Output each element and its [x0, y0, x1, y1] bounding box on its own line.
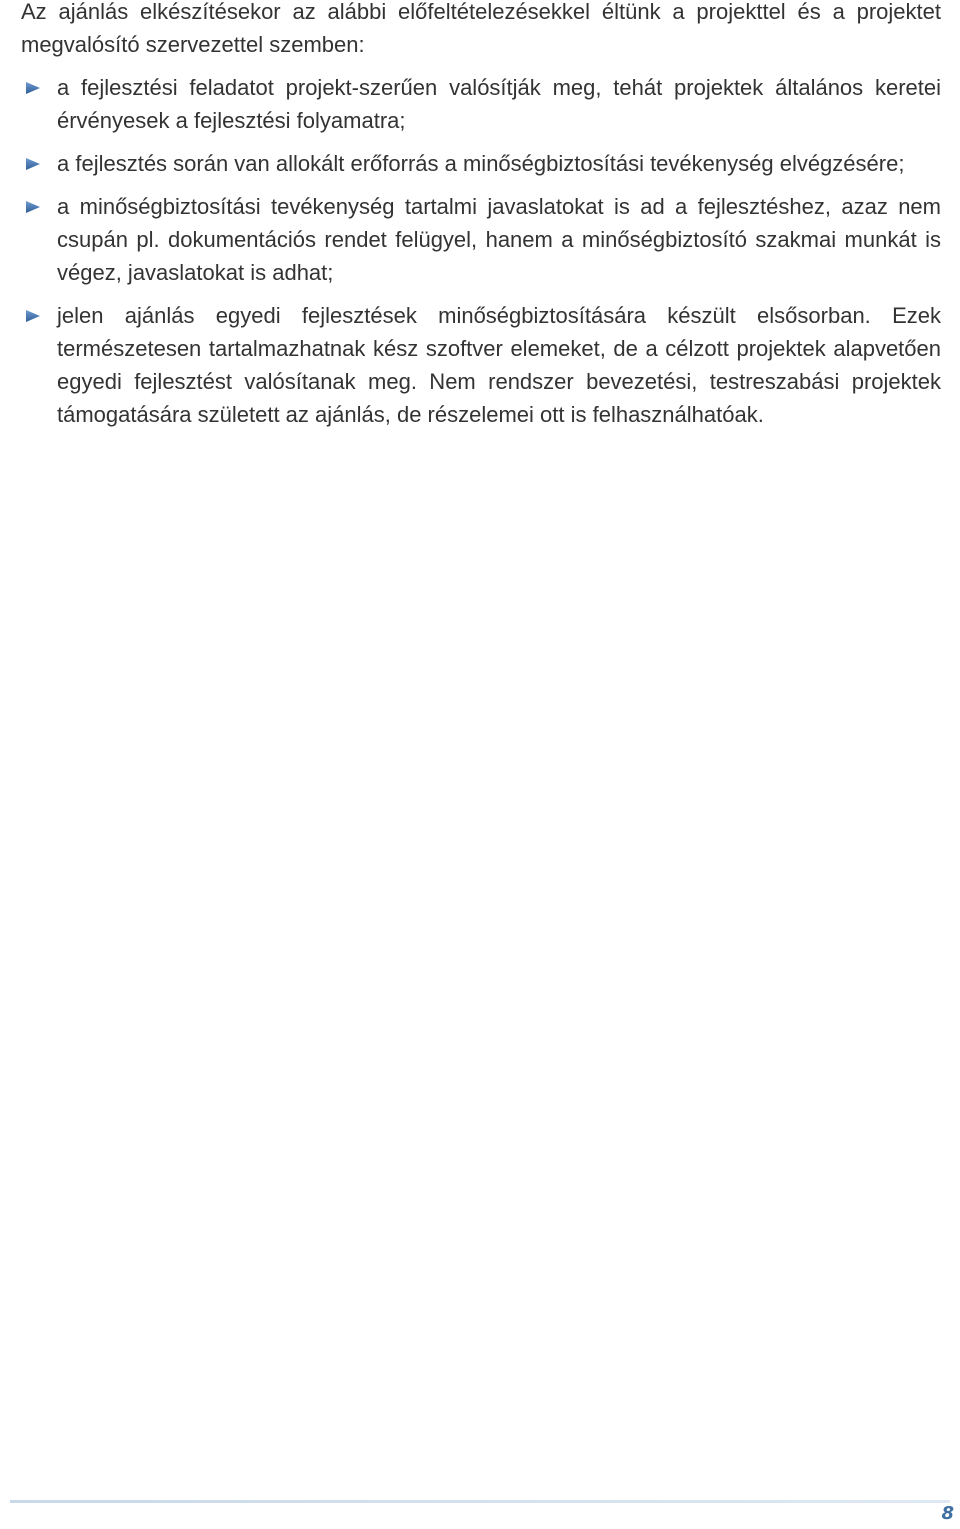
list-item: [21, 147, 941, 180]
bullet-text: jelen ajánlás egyedi fejlesztések minőségbiztosítására készült elsősorban. Ezek természetesen tartalmazhatnak kész szoftver elemeket, de a célzott projektek alapvetően egyedi fejlesztést valósítanak meg. Nem rendszer bevezetési, testreszabási projektek támogatására született az ajánlás, de részelemei ott is felhasználhatóak.: [57, 303, 941, 427]
intro-paragraph: Az ajánlás elkészítésekor az alábbi előfeltételezésekkel éltünk a projekttel és a projektet megvalósító szervezettel szemben:: [21, 0, 941, 57]
triangle-bullet-icon: [25, 200, 41, 214]
list-item: [21, 71, 941, 137]
list-item: [21, 299, 941, 431]
triangle-bullet-icon: [25, 157, 41, 171]
bullet-text: a minőségbiztosítási tevékenység tartalmi javaslatokat is ad a fejlesztéshez, azaz nem csupán pl. dokumentációs rendet felügyel, hanem a minőségbiztosító szakmai munkát is végez, javaslatokat is adhat;: [57, 194, 941, 285]
bullet-text: a fejlesztés során van allokált erőforrás a minőségbiztosítási tevékenység elvégzésére;: [57, 151, 905, 176]
bullet-list: [21, 71, 941, 441]
list-item: [21, 190, 941, 289]
triangle-bullet-icon: [25, 309, 41, 323]
bullet-text: a fejlesztési feladatot projekt-szerűen valósítják meg, tehát projektek általános keretei érvényesek a fejlesztési folyamatra;: [57, 75, 941, 133]
triangle-bullet-icon: [25, 81, 41, 95]
footer-divider: [10, 1500, 950, 1503]
page-number: 8: [941, 1503, 954, 1524]
